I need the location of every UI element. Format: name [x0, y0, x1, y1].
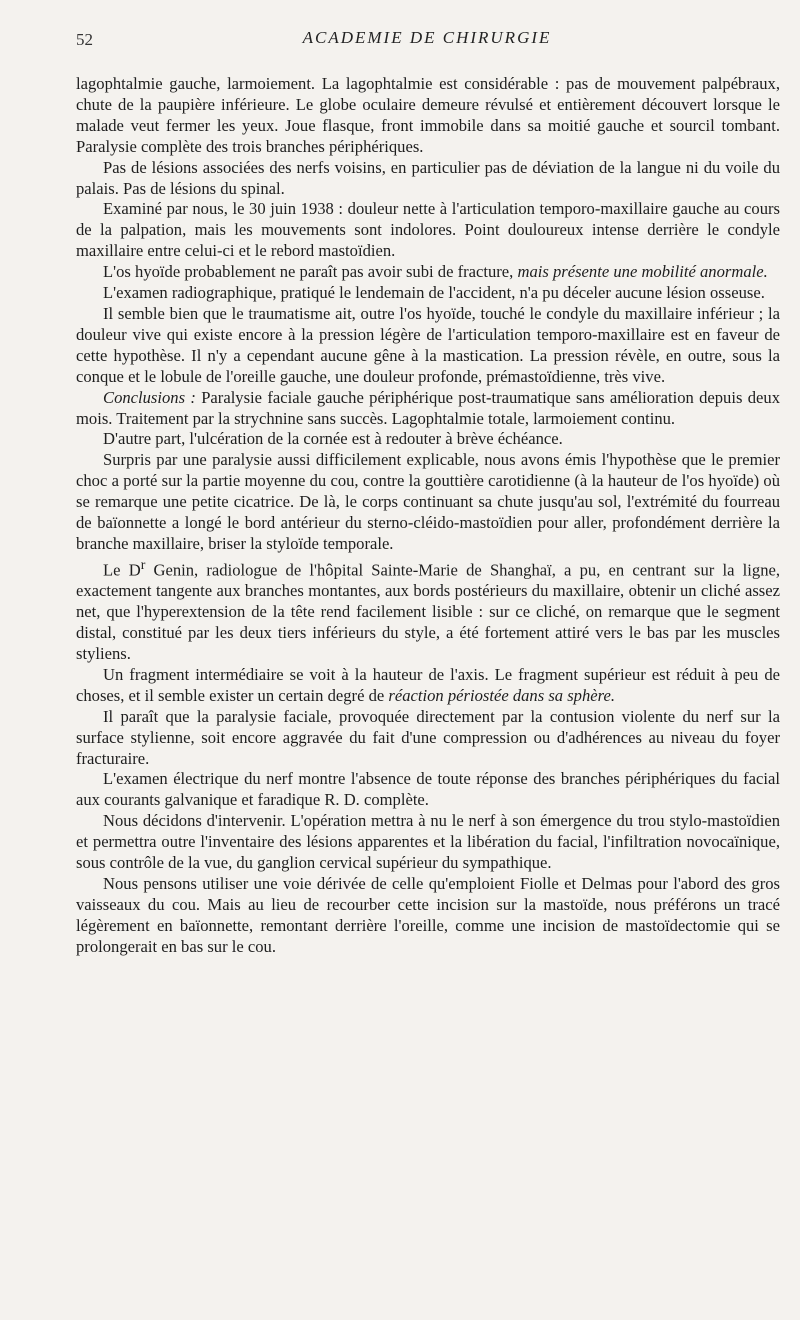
running-head: ACADEMIE DE CHIRURGIE	[302, 28, 552, 47]
paragraph	[76, 388, 780, 430]
paragraph	[76, 665, 780, 707]
paragraph: Surpris par une paralysie aussi difficilement explicable, nous avons émis l'hypothèse que le premier choc a porté sur la partie moyenne du cou, contre la gouttière carotidienne (à la hauteur de l'os hyoïde) où se remarque une petite cicatrice. De là, le corps continuant sa chute jusqu'au sol, l'extrémité du fourreau de baïonnette a longé le bord antérieur du sterno-cléido-mastoïdien pour aller, profondément derrière la branche maxillaire, briser la styloïde temporale.	[76, 450, 780, 553]
paragraph-text: Un fragment intermédiaire se voit à la hauteur de l'axis. Le fragment supérieur est réduit à peu de choses, et il semble exister un certain degré de	[76, 664, 780, 705]
paragraph: L'examen radiographique, pratiqué le lendemain de l'accident, n'a pu déceler aucune lésion osseuse.	[103, 283, 765, 303]
paragraph-text: Paralysie faciale gauche périphérique post-traumatique sans amélioration depuis deux mois. Traitement par la strychnine sans succès. Lagophtalmie totale, larmoiement continu.	[76, 387, 780, 428]
paragraph: L'examen électrique du nerf montre l'absence de toute réponse des branches périphériques du facial aux courants galvanique et faradique R. D. complète.	[76, 769, 780, 810]
paragraph: Nous pensons utiliser une voie dérivée de celle qu'emploient Fiolle et Delmas pour l'abord des gros vaisseaux du cou. Mais au lieu de recourber cette incision sur la mastoïde, nous préférons un tracé légèrement en baïonnette, remontant derrière l'oreille, comme une incision de mastoïdectomie qui se prolongerait en bas sur le cou.	[76, 873, 780, 956]
doctor-superscript: r	[140, 556, 146, 572]
body-text	[76, 74, 780, 958]
paragraph-text: L'os hyoïde probablement ne paraît pas avoir subi de fracture,	[103, 262, 514, 282]
paragraph: Nous décidons d'intervenir. L'opération mettra à nu le nerf à son émergence du trou stylo-mastoïdien et permettra outre l'inventaire des lésions apparentes et la libération du facial, l'infiltration novocaïnique, sous contrôle de la vue, du ganglion cervical supérieur du sympathique.	[76, 811, 780, 873]
paragraph: lagophtalmie gauche, larmoiement. La lagophtalmie est considérable : pas de mouvement palpébraux, chute de la paupière inférieure. Le globe oculaire demeure révulsé et entièrement découvert lorsque le malade veut fermer les yeux. Joue flasque, front immobile dans sa moitié gauche et sourcil tombant. Paralysie complète des trois branches périphériques.	[76, 74, 780, 156]
paragraph	[76, 262, 780, 283]
paragraph: Pas de lésions associées des nerfs voisins, en particulier pas de déviation de la langue ni du voile du palais. Pas de lésions du spinal.	[76, 157, 780, 198]
italic-phrase: mais présente une mobilité anormale.	[517, 262, 768, 282]
doctor-prefix: Le D	[103, 560, 141, 580]
paragraph	[76, 555, 780, 665]
paragraph-text: Genin, radiologue de l'hôpital Sainte-Marie de Shanghaï, a pu, en centrant sur la ligne, exactement tangente aux branches montantes, aux bords postérieurs du maxillaire, obtenir un cliché assez net, que l'hyperextension de la tête rend facilement lisible : sur ce cliché, on remarque que le segment distal, constitué par les deux tiers inférieurs du style, a été fortement attiré vers le bas par les muscles styliens.	[76, 560, 781, 663]
paragraph: Il paraît que la paralysie faciale, provoquée directement par la contusion violente du nerf sur la surface stylienne, soit encore aggravée du fait d'une compression ou d'adhérences au niveau du foyer fracturaire.	[76, 706, 780, 768]
conclusions-label: Conclusions :	[103, 387, 196, 407]
paragraph: D'autre part, l'ulcération de la cornée est à redouter à brève échéance.	[103, 429, 563, 449]
page-header	[76, 28, 778, 54]
paragraph: Examiné par nous, le 30 juin 1938 : douleur nette à l'articulation temporo-maxillaire gauche au cours de la palpation, mais les mouvements sont indolores. Point douloureux intense derrière le condyle maxillaire entre celui-ci et le rebord mastoïdien.	[76, 199, 780, 261]
italic-phrase: réaction périostée dans sa sphère.	[388, 685, 615, 705]
page-number: 52	[76, 30, 93, 49]
paragraph: Il semble bien que le traumatisme ait, outre l'os hyoïde, touché le condyle du maxillaire inférieur ; la douleur vive qui existe encore à la pression légère de l'articulation temporo-maxillaire est en faveur de cette hypothèse. Il n'y a cependant aucune gêne à la mastication. La pression révèle, en outre, sous la conque et le lobule de l'oreille gauche, une douleur profonde, prémastoïdienne, très vive.	[76, 303, 780, 386]
